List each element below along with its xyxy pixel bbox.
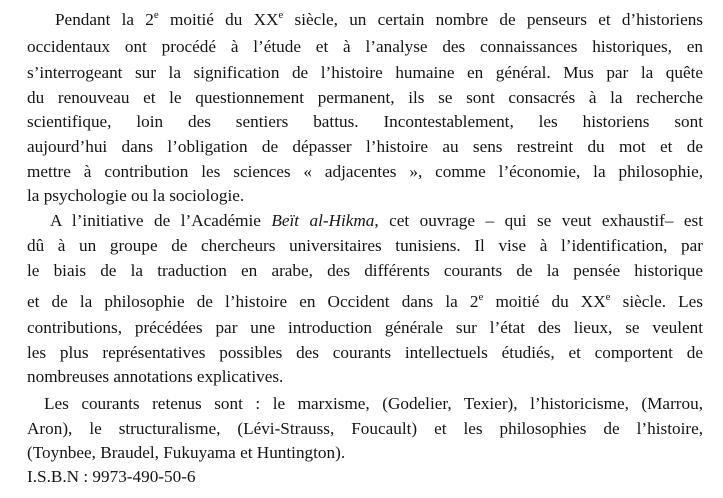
- text-run: moitié du XX: [158, 10, 279, 29]
- p2-line-7: nombreuses annotations explicatives.: [27, 367, 284, 386]
- p1-line-6: aujourd’hui dans l’obligation de dépasser l’histoire au sens restreint du mot et de: [27, 137, 703, 156]
- text-run: Pendant la 2: [55, 10, 154, 29]
- p1-line-3: s’interrogeant sur la signification de l’histoire humaine en général. Mus par la quête: [27, 63, 703, 82]
- p3-line-1: Les courants retenus sont : le marxisme, (Godelier, Texier), l’historicisme, (Marrou,: [44, 394, 703, 413]
- p2-line-6: les plus représentatives possibles des courants intellectuels étudiés, et comportent de: [27, 343, 703, 362]
- text-run: siècle, un certain nombre de penseurs et d’historiens: [283, 10, 703, 29]
- p2-line-3: le biais de la traduction en arabe, des différents courants de la pensée historique: [27, 261, 703, 280]
- isbn: I.S.B.N : 9973-490-50-6: [27, 467, 196, 486]
- p1-line-2: occidentaux ont procédé à l’étude et à l’analyse des connaissances historiques, en: [27, 37, 703, 56]
- italic-name: Beït al-Hikma: [271, 211, 375, 230]
- superscript: e: [478, 291, 484, 303]
- superscript: e: [278, 9, 284, 21]
- superscript: e: [605, 291, 611, 303]
- superscript: e: [153, 9, 159, 21]
- p1-line-7: mettre à contribution les sciences « adjacentes », comme l’économie, la philosophie,: [27, 162, 703, 181]
- p1-line-8: la psychologie ou la sociologie.: [27, 186, 245, 205]
- p2-line-2: dû à un groupe de chercheurs universitaires tunisiens. Il vise à l’identification, par: [27, 236, 703, 255]
- p2-line-1: [50, 211, 703, 231]
- text-run: siècle. Les: [610, 292, 703, 311]
- p1-line-5: scientifique, loin des sentiers battus. Incontestablement, les historiens sont: [27, 112, 703, 131]
- p3-line-2: Aron), le structuralisme, (Lévi-Strauss, Foucault) et les philosophies de l’histoire,: [27, 419, 703, 438]
- text-run: moitié du XX: [483, 292, 606, 311]
- p3-line-3: (Toynbee, Braudel, Fukuyama et Huntington).: [27, 443, 346, 462]
- text-run: et de la philosophie de l’histoire en Occident dans la 2: [27, 292, 479, 311]
- text-run: A l’initiative de l’Académie: [50, 211, 272, 230]
- p1-line-4: du renouveau et le questionnement permanent, ils se sont consacrés à la recherche: [27, 88, 703, 107]
- p1-line-1: [55, 10, 703, 32]
- p2-line-5: contributions, précédées par une introduction générale sur l’état des lieux, se veulent: [27, 318, 703, 337]
- p2-line-4: [27, 292, 703, 314]
- text-run: , cet ouvrage – qui se veut exhaustif– est: [374, 211, 704, 230]
